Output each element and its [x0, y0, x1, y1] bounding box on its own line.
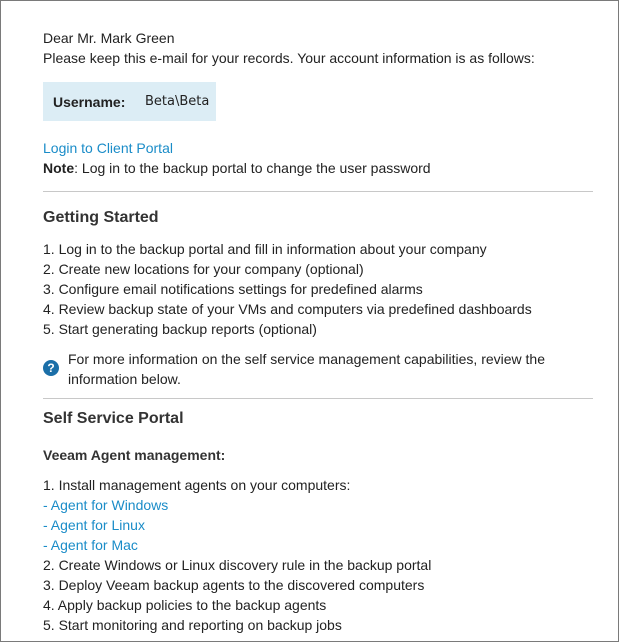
getting-started-step: 5. Start generating backup reports (optional): [43, 321, 317, 337]
self-service-title: Self Service Portal: [43, 410, 184, 427]
self-service-step: 4. Apply backup policies to the backup agents: [43, 597, 327, 613]
username-label: Username:: [53, 94, 126, 110]
info-text-line: For more information on the self service management capabilities, review the: [68, 351, 545, 367]
agent-windows-link[interactable]: - Agent for Windows: [43, 497, 169, 513]
agent-management-subtitle: Veeam Agent management:: [43, 447, 226, 463]
getting-started-title: Getting Started: [43, 209, 159, 226]
note-label: Note: [43, 160, 75, 176]
self-service-step: 3. Deploy Veeam backup agents to the discovered computers: [43, 577, 425, 593]
getting-started-step: 1. Log in to the backup portal and fill in information about your company: [43, 241, 487, 257]
info-text: [68, 349, 578, 389]
divider: [43, 398, 593, 399]
question-icon: ?: [43, 360, 59, 376]
self-service-step: 1. Install management agents on your computers:: [43, 477, 351, 493]
agent-linux-link[interactable]: - Agent for Linux: [43, 517, 145, 533]
getting-started-step: 4. Review backup state of your VMs and computers via predefined dashboards: [43, 301, 532, 317]
login-portal-link[interactable]: Login to Client Portal: [43, 140, 173, 156]
info-text-line: information below.: [68, 371, 181, 387]
intro-text: Please keep this e-mail for your records. Your account information is as follows:: [43, 50, 535, 66]
getting-started-step: 2. Create new locations for your company (optional): [43, 261, 364, 277]
getting-started-step: 3. Configure email notifications settings for predefined alarms: [43, 281, 423, 297]
self-service-step: 5. Start monitoring and reporting on backup jobs: [43, 617, 342, 633]
username-value: Beta\Beta: [145, 94, 210, 109]
agent-mac-link[interactable]: - Agent for Mac: [43, 537, 138, 553]
divider: [43, 191, 593, 192]
self-service-step: 2. Create Windows or Linux discovery rule in the backup portal: [43, 557, 432, 573]
credentials-box: [43, 82, 216, 121]
note-text: : Log in to the backup portal to change the user password: [74, 160, 431, 176]
greeting: Dear Mr. Mark Green: [43, 30, 175, 46]
note-line: [43, 158, 431, 178]
